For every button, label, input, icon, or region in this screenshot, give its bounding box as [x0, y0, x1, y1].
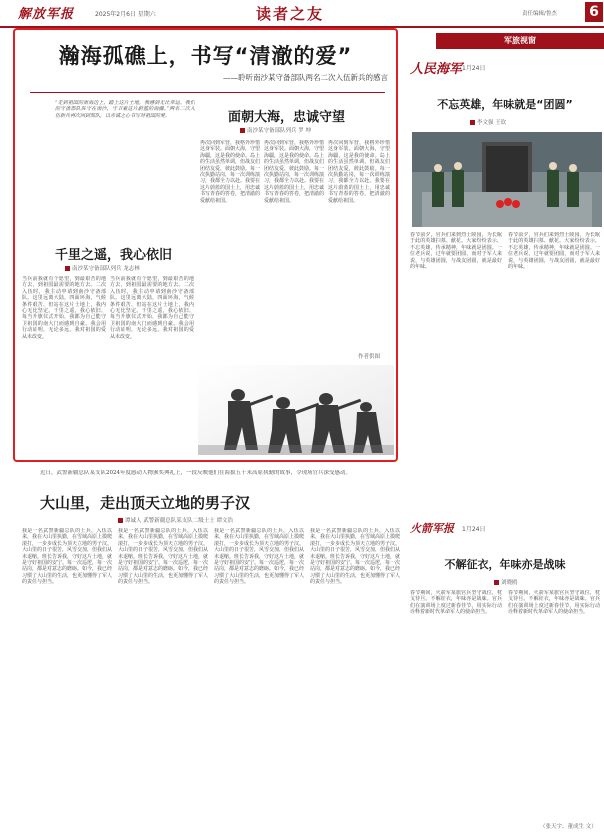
bottom-body-col4: 我是一名武警新疆总队的士兵。入伍以来，我在大山里执勤，在雪域高原上摸爬滚打，一步步成长为顶天立地的男子汉。大山里的日子很苦，风雪交加，但我们从未退缩。班长告诉我，守好这片土地，就是守好祖国的安宁。每一次巡逻，每一次站岗，都是对意志的磨砺。如今，我已经习惯了大山里的生活，也更加懂得了军人的责任与担当。: [310, 528, 400, 586]
bullet-square-icon: [118, 518, 123, 523]
feature-subtitle: ——聆听南沙某守备部队两名二次入伍新兵的感言: [223, 73, 388, 82]
right-title2: 不解征衣，年味亦是战味: [444, 558, 566, 571]
story2-body-col2: 再次回到军营，我格外珍惜这身军装。面朝大海，守望海疆，这是我的使命。岛上的生活虽然单调，但战友们团结友爱，彼此鼓励。每一次执勤站岗，每一次训练演习，我都全力以赴。我要在这片蔚蓝的国土上，用忠诚书写青春的答卷，把清澈的爱献给祖国。: [264, 140, 324, 204]
right-body1-col1: 春节前夕，官兵们来到烈士陵园，为长眠于此的英雄扫墓、献花。大家纷纷表示，不忘英雄，传承精神，年味就是团圆。一位老兵说，过年就要团圆，而对于军人来说，与英雄团圆，与战友团圆，就是最好的年味。: [410, 232, 502, 271]
photo-credit: 作者供图: [358, 354, 381, 360]
right-byline2: [494, 578, 518, 586]
bottom-body-col3: 我是一名武警新疆总队的士兵。入伍以来，我在大山里执勤，在雪域高原上摸爬滚打，一步步成长为顶天立地的男子汉。大山里的日子很苦，风雪交加，但我们从未退缩。班长告诉我，守好这片土地，就是守好祖国的安宁。每一次巡逻，每一次站岗，都是对意志的磨砺。如今，我已经习惯了大山里的生活，也更加懂得了军人的责任与担当。: [214, 528, 304, 586]
story1-body-col1: 当兵前我就有个愿望，到最艰苦的地方去，到祖国最需要的地方去。二次入伍时，我主动申请到南沙守备部队。这里远离大陆，四面环海，气候条件艰苦，但站在这片土地上，我内心无比坚定。千里之遥，我心依旧。每当升旗仪式开始，我都为自己能守卫祖国的南大门而感到自豪。我会用行动证明，无论多远，我对祖国的爱从未改变。: [22, 276, 106, 340]
right-signature: （张天宇、董成生 文）: [540, 824, 597, 830]
feature-title: 瀚海孤礁上，书写“清澈的爱”: [58, 44, 353, 68]
bottom-title: 大山里，走出顶天立地的男子汉: [40, 494, 251, 512]
story2-title: 面朝大海，忠诚守望: [228, 110, 346, 125]
brand1-date: 1月24日: [462, 65, 486, 72]
page-number: 6: [585, 2, 603, 22]
section-title: 读者之友: [256, 5, 325, 23]
bottom-body-col2: 我是一名武警新疆总队的士兵。入伍以来，我在大山里执勤，在雪域高原上摸爬滚打，一步步成长为顶天立地的男子汉。大山里的日子很苦，风雪交加，但我们从未退缩。班长告诉我，守好这片土地，就是守好祖国的安宁。每一次巡逻，每一次站岗，都是对意志的磨砺。如今，我已经习惯了大山里的生活，也更加懂得了军人的责任与担当。: [118, 528, 208, 586]
story2-byline: [240, 126, 311, 134]
bottom-intro: 近日，武警新疆总队某支队2024年度感动人物颁奖典礼上，一段反映他们在海拔五千米高原执勤的故事，令现场官兵深受感动。: [40, 470, 352, 476]
bullet-square-icon: [470, 120, 475, 125]
bottom-byline-text: 谭诚人 武警新疆总队某支队二级士士 谭文浩: [125, 518, 233, 524]
story2-body-col3: 再次回到军营，我格外珍惜这身军装。面朝大海，守望海疆，这是我的使命。岛上的生活虽然单调，但战友们团结友爱，彼此鼓励。每一次执勤站岗，每一次训练演习，我都全力以赴。我要在这片蔚蓝的国土上，用忠诚书写青春的答卷，把清澈的爱献给祖国。: [328, 140, 390, 204]
bullet-square-icon: [240, 128, 245, 133]
memorial-photo: [412, 132, 602, 227]
right-title1: 不忘英雄，年味就是“团圆”: [437, 98, 573, 111]
title-divider: [30, 92, 385, 93]
story2-body-col1: 再次回到军营，我格外珍惜这身军装。面朝大海，守望海疆，这是我的使命。岛上的生活虽然单调，但战友们团结友爱，彼此鼓励。每一次执勤站岗，每一次训练演习，我都全力以赴。我要在这片蔚蓝的国土上，用忠诚书写青春的答卷，把清澈的爱献给祖国。: [200, 140, 260, 204]
right-body2-col2: 春节期间，火箭军某旅官兵坚守战位，枕戈待旦。不解征衣，年味亦是战味。官兵们在演训场上度过新春佳节，用实际行动诠释着新时代革命军人的使命担当。: [508, 590, 600, 616]
story1-byline-text: 南沙某守备部队列兵 龙志林: [72, 266, 140, 272]
right-body1-col2: 春节前夕，官兵们来到烈士陵园，为长眠于此的英雄扫墓、献花。大家纷纷表示，不忘英雄，传承精神，年味就是团圆。一位老兵说，过年就要团圆，而对于军人来说，与英雄团圆，与战友团圆，就是最好的年味。: [508, 232, 600, 271]
feature-intro: “走到祖国的南海边上，踏上这片土地，我感到无比幸运。我们的守备部队驻守在南沙，守卫着这片蔚蓝的海疆。”两名二次入伍新兵再次回到部队，以赤诚之心书写对祖国的爱。: [55, 100, 195, 119]
brand2-logo: 火箭军报: [410, 522, 454, 535]
bottom-byline: [118, 516, 233, 524]
newspaper-logo: 解放军报: [18, 7, 75, 22]
editor-credit: 责任编辑/鲁杰: [522, 11, 557, 17]
issue-date: 2025年2月6日 星期六: [95, 11, 156, 18]
brand2-date: 1月24日: [462, 526, 486, 533]
bullet-square-icon: [65, 266, 70, 271]
column-banner-label: 军旅视窗: [504, 36, 536, 45]
brand1-logo: 人民海军: [410, 62, 463, 77]
story1-byline: [65, 264, 140, 272]
soldiers-photo: [198, 365, 394, 455]
right-byline1: [470, 118, 506, 126]
right-body2-col1: 春节期间，火箭军某旅官兵坚守战位，枕戈待旦。不解征衣，年味亦是战味。官兵们在演训场上度过新春佳节，用实际行动诠释着新时代革命军人的使命担当。: [410, 590, 502, 616]
bullet-square-icon: [494, 580, 499, 585]
bottom-body-col1: 我是一名武警新疆总队的士兵。入伍以来，我在大山里执勤，在雪域高原上摸爬滚打，一步步成长为顶天立地的男子汉。大山里的日子很苦，风雪交加，但我们从未退缩。班长告诉我，守好这片土地，就是守好祖国的安宁。每一次巡逻，每一次站岗，都是对意志的磨砺。如今，我已经习惯了大山里的生活，也更加懂得了军人的责任与担当。: [22, 528, 112, 586]
right-byline1-text: 李文强 王钦: [477, 120, 507, 126]
right-byline2-text: 刘晓鸥: [501, 580, 518, 586]
story1-body-col2: 当兵前我就有个愿望，到最艰苦的地方去，到祖国最需要的地方去。二次入伍时，我主动申请到南沙守备部队。这里远离大陆，四面环海，气候条件艰苦，但站在这片土地上，我内心无比坚定。千里之遥，我心依旧。每当升旗仪式开始，我都为自己能守卫祖国的南大门而感到自豪。我会用行动证明，无论多远，我对祖国的爱从未改变。: [110, 276, 194, 340]
story1-title: 千里之遥，我心依旧: [55, 248, 173, 263]
story2-byline-text: 南沙某守备部队列兵 罗 坤: [247, 128, 311, 134]
